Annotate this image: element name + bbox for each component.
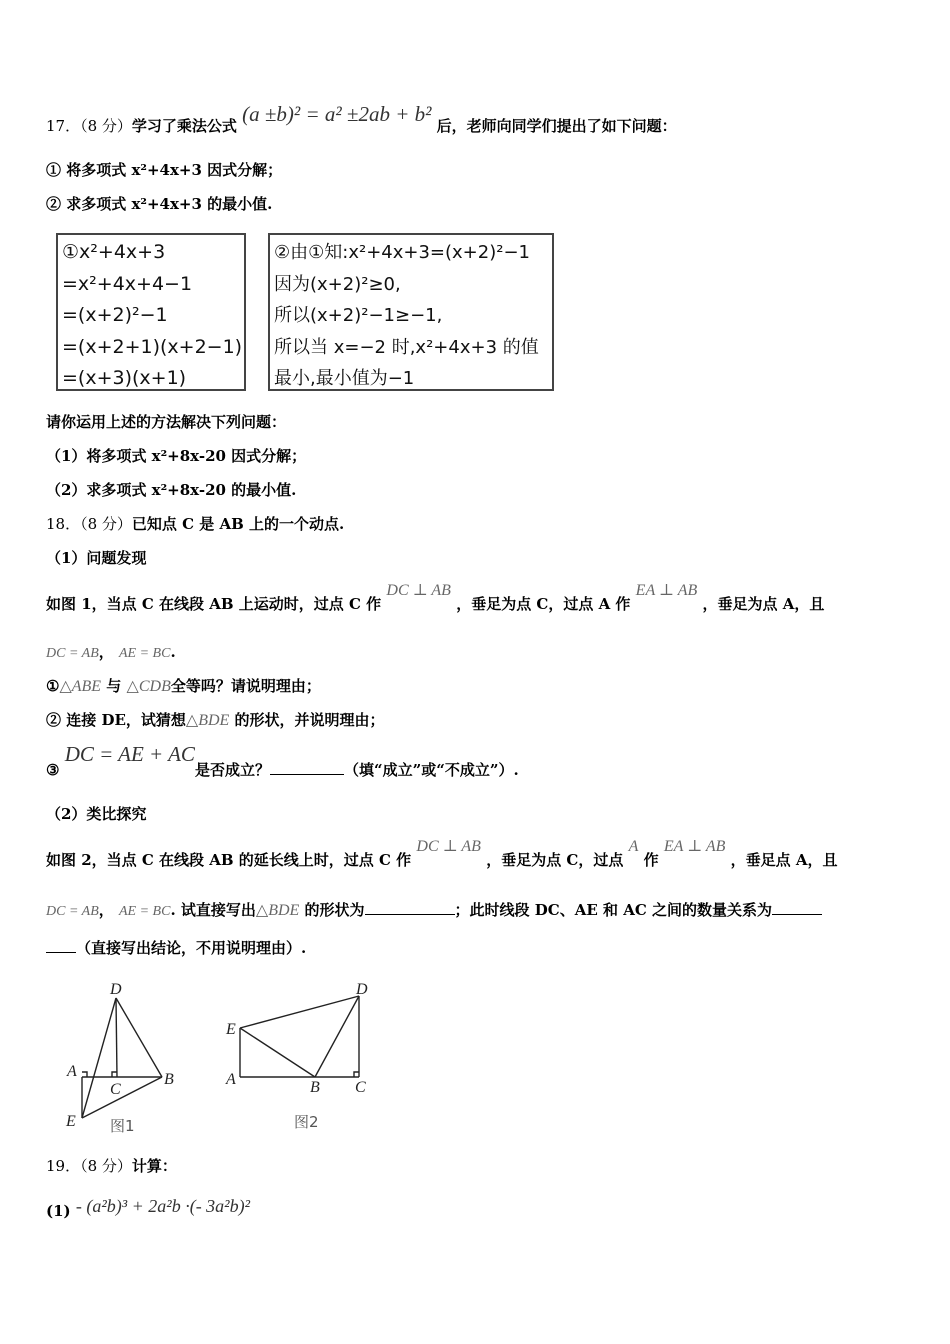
fig1-seg-de (82, 998, 116, 1118)
figure-1 (60, 976, 190, 1136)
subq2-end: 的形状，并说明理由； (229, 711, 385, 729)
fig2-right-angle-c (354, 1072, 359, 1077)
fig1-text-b: ，垂足为点 C，过点 A 作 (456, 595, 631, 613)
fig1-label-d: D (110, 981, 122, 998)
subq1-end: 全等吗？请说明理由； (170, 677, 321, 695)
q18-fig2-line (46, 838, 838, 871)
subq1-prefix: ① (46, 677, 60, 695)
fig1-label-b: B (164, 1071, 174, 1088)
box2-line: 因为(x+2)²≥0, (274, 273, 401, 295)
box2-line: 最小,最小值为−1 (274, 368, 415, 389)
q18-part2-tail (46, 938, 306, 958)
q18-subq1 (46, 676, 321, 697)
l3-end: （直接写出结论，不用说明理由）. (76, 939, 307, 957)
l2-text-c: ；此时线段 DC、AE 和 AC 之间的数量关系为 (454, 901, 773, 919)
q18-number: 18．（8 分） (46, 515, 132, 533)
q19-intro: 计算： (131, 1157, 177, 1175)
fig2-caption: 图2 (294, 1113, 319, 1131)
q18-intro: 已知点 C 是 AB 上的一个动点. (131, 515, 345, 533)
fig2-label-b: B (310, 1079, 320, 1096)
cond-ae-eq-bc: AE = BC (119, 646, 171, 661)
q18-condition-line (46, 642, 176, 664)
q17-solution-box-2 (268, 233, 554, 391)
l2-triangle-bde: △BDE (255, 902, 300, 919)
l2-sep: ， (98, 901, 114, 919)
fig1-seg-dc (116, 998, 117, 1077)
cond-sep: ， (98, 643, 114, 661)
box2-line: 所以(x+2)²−1≥−1, (274, 305, 443, 326)
q18-subq2 (46, 710, 385, 731)
box1-line: =(x+3)(x+1) (62, 367, 187, 389)
fig1-seg-eb (82, 1077, 162, 1118)
fig1-math-dc-perp-ab: DC ⊥ AB (386, 582, 451, 599)
q18-header (46, 514, 344, 534)
fig2-label-d: D (356, 981, 368, 998)
cond-end: . (170, 643, 176, 661)
l2-text-b: 的形状为 (299, 901, 365, 919)
subq2-prefix: ② 连接 DE，试猜想 (46, 711, 186, 729)
q19-header (46, 1156, 177, 1176)
fig1-math-ea-perp-ab: EA ⊥ AB (635, 582, 698, 599)
q17-number: 17．（8 分） (46, 117, 132, 135)
fig2-seg-bd (315, 996, 359, 1077)
q17-item1: ① 将多项式 x²+4x+3 因式分解； (46, 161, 283, 179)
q17-solution-box-1 (56, 233, 246, 391)
l2-text-a: . 试直接写出 (170, 901, 256, 919)
fig1-caption: 图1 (110, 1117, 135, 1135)
fig1-text-c: ，垂足为点 A，且 (702, 595, 825, 613)
fig2-math-a: A (628, 838, 639, 855)
subq1-mid: 与 (101, 677, 127, 695)
subq3-answer-blank[interactable] (270, 760, 344, 775)
fig2-label-a: A (226, 1071, 236, 1088)
subq3-end: 是否成立？ (194, 761, 270, 779)
q17-intro: 学习了乘法公式 (131, 117, 237, 135)
q17-prompt: 请你运用上述的方法解决下列问题： (46, 413, 287, 431)
q17-task2: （2）求多项式 x²+8x-20 的最小值. (46, 481, 297, 499)
q17-header (46, 102, 677, 136)
relation-answer-blank[interactable] (772, 900, 822, 915)
q18-part2-answer-line (46, 900, 822, 922)
subq2-triangle-bde: △BDE (185, 712, 230, 729)
fig1-right-angle-a (82, 1072, 87, 1077)
l2-ae-eq-bc: AE = BC (119, 904, 171, 919)
box1-line: =(x+2)²−1 (62, 304, 168, 326)
q18-subq3 (46, 742, 519, 780)
shape-answer-blank[interactable] (365, 900, 455, 915)
q18-part1-title: （1）问题发现 (46, 549, 147, 567)
q19-part1 (46, 1196, 250, 1221)
fig2-math-ea-perp-ab: EA ⊥ AB (663, 838, 726, 855)
q19-part1-label: (1) (46, 1202, 71, 1220)
q17-formula: (a ±b)² = a² ±2ab + b² (242, 102, 432, 126)
fig1-label-c: C (110, 1081, 121, 1098)
relation-answer-blank-cont[interactable] (46, 938, 76, 953)
cond-dc-eq-ab: DC = AB (46, 646, 99, 661)
subq3-tail: （填“成立”或“不成立”）. (343, 761, 519, 779)
fig1-label-e: E (66, 1113, 76, 1130)
fig1-label-a: A (67, 1063, 77, 1080)
q17-task1: （1）将多项式 x²+8x-20 因式分解； (46, 447, 307, 465)
fig2-text-b: ，垂足为点 C，过点 (486, 851, 624, 869)
subq3-prefix: ③ (46, 761, 60, 779)
fig2-text-d: ，垂足点 A，且 (730, 851, 838, 869)
subq3-equation: DC = AE + AC (64, 742, 195, 766)
subq1-triangle-abe: △ABE (59, 678, 102, 695)
box1-line: ①x²+4x+3 (62, 241, 166, 263)
fig2-seg-eb (240, 1028, 315, 1077)
box1-line: =x²+4x+4−1 (62, 272, 193, 295)
q19-number: 19．（8 分） (46, 1157, 132, 1175)
q17-after: 后，老师向同学们提出了如下问题： (436, 117, 677, 135)
l2-dc-eq-ab: DC = AB (46, 904, 99, 919)
q17-item2: ② 求多项式 x²+4x+3 的最小值. (46, 195, 273, 213)
box2-line: 所以当 x=−2 时,x²+4x+3 的值 (274, 336, 539, 358)
box1-line: =(x+2+1)(x+2−1) (62, 335, 243, 358)
q18-fig1-line (46, 582, 825, 615)
fig2-label-e: E (226, 1021, 236, 1038)
figure-2 (222, 976, 382, 1136)
q18-part2-title: （2）类比探究 (46, 805, 147, 823)
subq1-triangle-cdb: △CDB (126, 678, 171, 695)
q19-part1-expression: - (a²b)³ + 2a²b ·(- 3a²b)² (75, 1196, 250, 1216)
fig2-text-c: 作 (643, 851, 659, 869)
fig2-label-c: C (355, 1079, 366, 1096)
fig2-math-dc-perp-ab: DC ⊥ AB (416, 838, 481, 855)
box2-line: ②由①知:x²+4x+3=(x+2)²−1 (274, 242, 530, 263)
fig2-text-a: 如图 2，当点 C 在线段 AB 的延长线上时，过点 C 作 (46, 851, 412, 869)
fig1-seg-db (116, 998, 162, 1077)
fig2-seg-ed (240, 996, 359, 1028)
fig1-text-a: 如图 1，当点 C 在线段 AB 上运动时，过点 C 作 (46, 595, 382, 613)
